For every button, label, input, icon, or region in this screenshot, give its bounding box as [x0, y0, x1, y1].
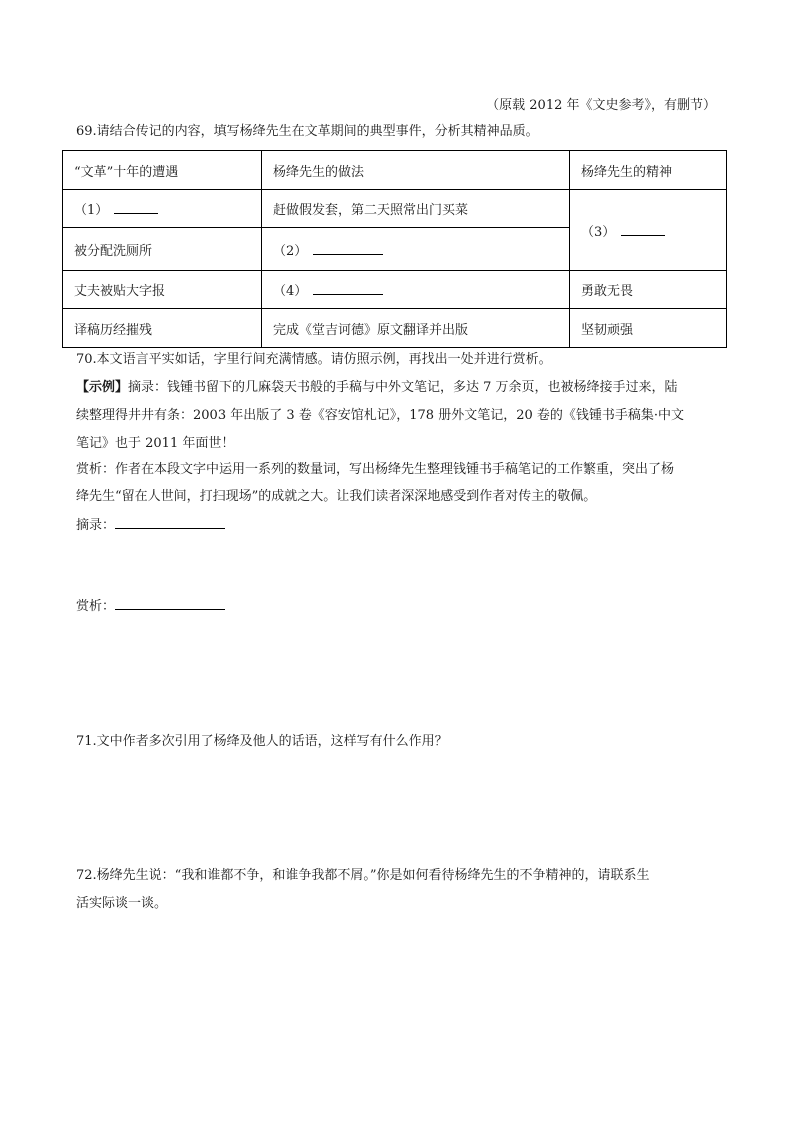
- table-header-row: [63, 151, 727, 190]
- question-72-line-1: 72.杨绛先生说：“我和谁都不争，和谁争我都不屑。”你是如何看待杨绛先生的不争精神的，请联系生: [76, 868, 650, 883]
- header-spirit: 杨绛先生的精神: [570, 151, 727, 190]
- example-excerpt-line-1: 【示例】摘录：钱锺书留下的几麻袋天书般的手稿与中外文笔记，多达 7 万余页，也被杨绛接手过来，陆: [76, 380, 678, 395]
- table-cell: 坚韧顽强: [570, 309, 727, 348]
- source-note: （原载 2012 年《文史参考》，有删节）: [486, 98, 716, 113]
- header-action: 杨绛先生的做法: [262, 151, 570, 190]
- table-cell: 完成《堂吉诃德》原文翻译并出版: [262, 309, 570, 348]
- table-cell: （1）: [63, 190, 262, 228]
- table-row: [63, 309, 727, 348]
- example-appreciation-line-2: 绛先生“留在人世间，打扫现场”的成就之大。让我们读者深深地感受到作者对传主的敬佩。: [76, 489, 597, 504]
- answer-blank-3[interactable]: [621, 223, 665, 236]
- excerpt-answer-line[interactable]: [115, 516, 225, 529]
- excerpt-answer: 摘录：: [76, 516, 225, 534]
- table-cell: 丈夫被贴大字报: [63, 271, 262, 309]
- question-71: 71.文中作者多次引用了杨绛及他人的话语，这样写有什么作用？: [76, 734, 448, 749]
- answer-blank-1[interactable]: [114, 201, 158, 214]
- question-72-line-2: 活实际谈一谈。: [76, 896, 168, 911]
- example-excerpt-line-3: 笔记》也于 2011 年面世！: [76, 436, 235, 451]
- table-cell: 勇敢无畏: [570, 271, 727, 309]
- answer-blank-2[interactable]: [313, 242, 383, 255]
- example-appreciation-line-1: 赏析：作者在本段文字中运用一系列的数量词，写出杨绛先生整理钱锺书手稿笔记的工作繁重，突出了杨: [76, 462, 675, 477]
- events-table: [62, 150, 727, 348]
- question-70: 70.本文语言平实如话，字里行间充满情感。请仿照示例，再找出一处并进行赏析。: [76, 352, 552, 367]
- question-69: 69.请结合传记的内容，填写杨绛先生在文革期间的典型事件，分析其精神品质。: [76, 124, 539, 139]
- answer-blank-4[interactable]: [313, 282, 383, 295]
- table-cell: 赶做假发套，第二天照常出门买菜: [262, 190, 570, 228]
- table-cell: 被分配洗厕所: [63, 228, 262, 271]
- table-cell: （2）: [262, 228, 570, 271]
- appreciation-answer-line[interactable]: [115, 597, 225, 610]
- table-row: [63, 190, 727, 228]
- example-excerpt-line-2: 续整理得井井有条：2003 年出版了 3 卷《容安馆札记》，178 册外文笔记，20 卷的《钱锺书手稿集·中文: [76, 408, 685, 423]
- header-experience: “文革”十年的遭遇: [63, 151, 262, 190]
- example-tag: 【示例】: [76, 380, 129, 395]
- table-row: [63, 271, 727, 309]
- table-cell: （4）: [262, 271, 570, 309]
- table-cell: 译稿历经摧残: [63, 309, 262, 348]
- table-cell: （3）: [570, 190, 727, 271]
- appreciation-answer: 赏析：: [76, 597, 225, 615]
